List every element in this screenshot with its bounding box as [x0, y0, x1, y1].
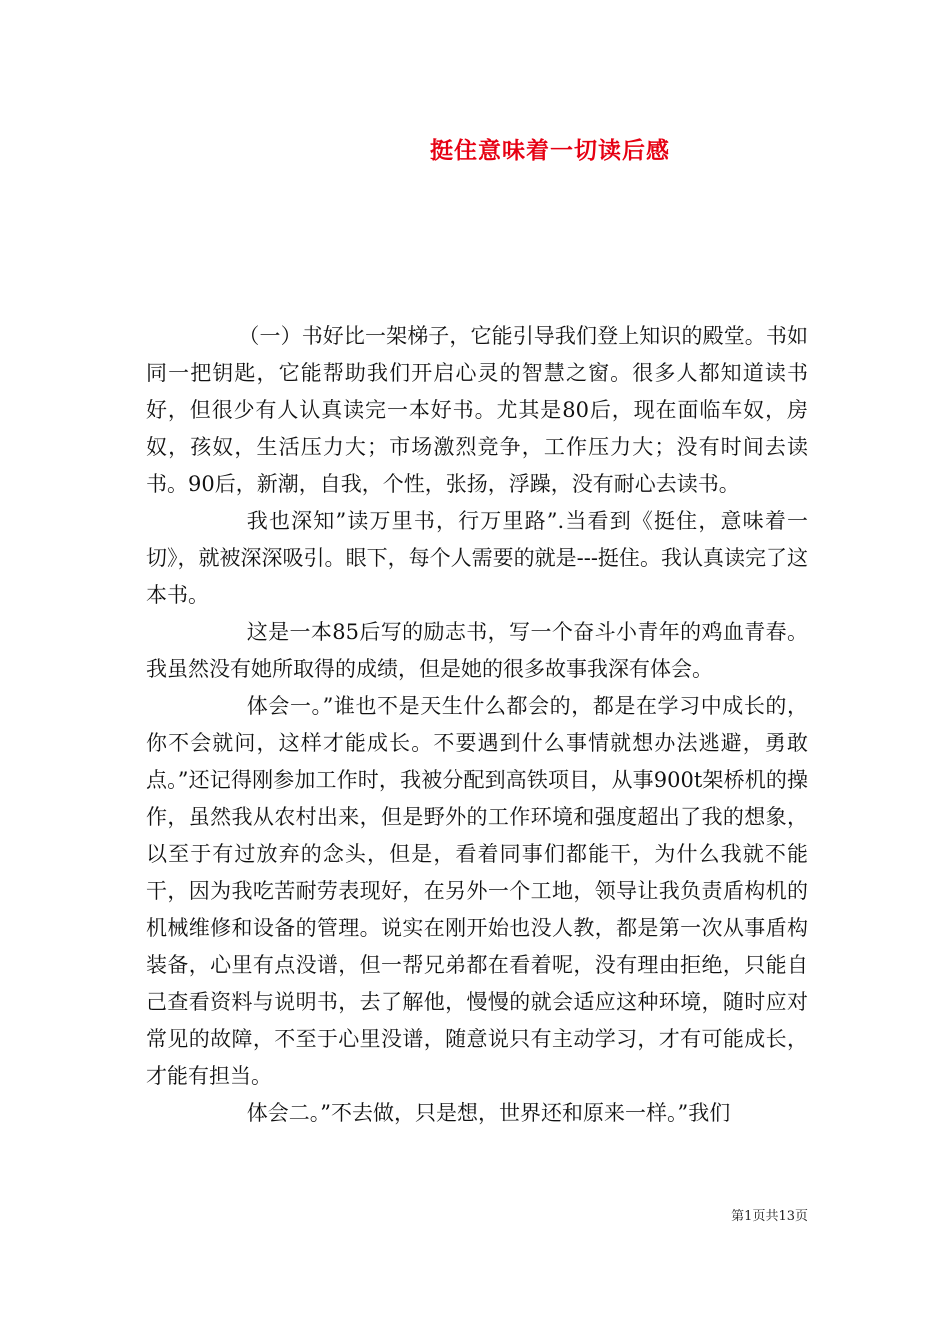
paragraph-4: 体会一。”谁也不是天生什么都会的，都是在学习中成长的，你不会就问，这样才能成长。不要遇到什么事情就想办法逃避，勇敢点。”还记得刚参加工作时，我被分配到高铁项目，从事900t架桥机的操作，虽然我从农村出来，但是野外的工作环境和强度超出了我的想象，以至于有过放弃的念头，但是，看着同事们都能干，为什么我就不能干，因为我吃苦耐劳表现好，在另外一个工地，领导让我负责盾构机的机械维修和设备的管理。说实在刚开始也没人教，都是第一次从事盾构装备，心里有点没谱，但一帮兄弟都在看着呢，没有理由拒绝，只能自己查看资料与说明书，去了解他，慢慢的就会适应这种环境，随时应对常见的故障，不至于心里没谱，随意说只有主动学习，才有可能成长，才能有担当。: [146, 694, 808, 1088]
document-body: [146, 318, 808, 1132]
document-title: 挺住意味着一切读后感: [430, 137, 670, 164]
page-footer: 第1页共13页: [731, 1209, 808, 1224]
paragraph-1: （一）书好比一架梯子，它能引导我们登上知识的殿堂。书如同一把钥匙，它能帮助我们开启心灵的智慧之窗。很多人都知道读书好，但很少有人认真读完一本好书。尤其是80后，现在面临车奴，房奴，孩奴，生活压力大；市场激烈竞争，工作压力大；没有时间去读书。90后，新潮，自我，个性，张扬，浮躁，没有耐心去读书。: [146, 324, 808, 496]
paragraph-5: 体会二。”不去做，只是想，世界还和原来一样。”我们: [246, 1101, 731, 1125]
paragraph-3: 这是一本85后写的励志书，写一个奋斗小青年的鸡血青春。我虽然没有她所取得的成绩，但是她的很多故事我深有体会。: [146, 620, 808, 681]
paragraph-2: 我也深知”读万里书，行万里路”.当看到《挺住，意味着一切》，就被深深吸引。眼下，每个人需要的就是---挺住。我认真读完了这本书。: [146, 509, 808, 607]
